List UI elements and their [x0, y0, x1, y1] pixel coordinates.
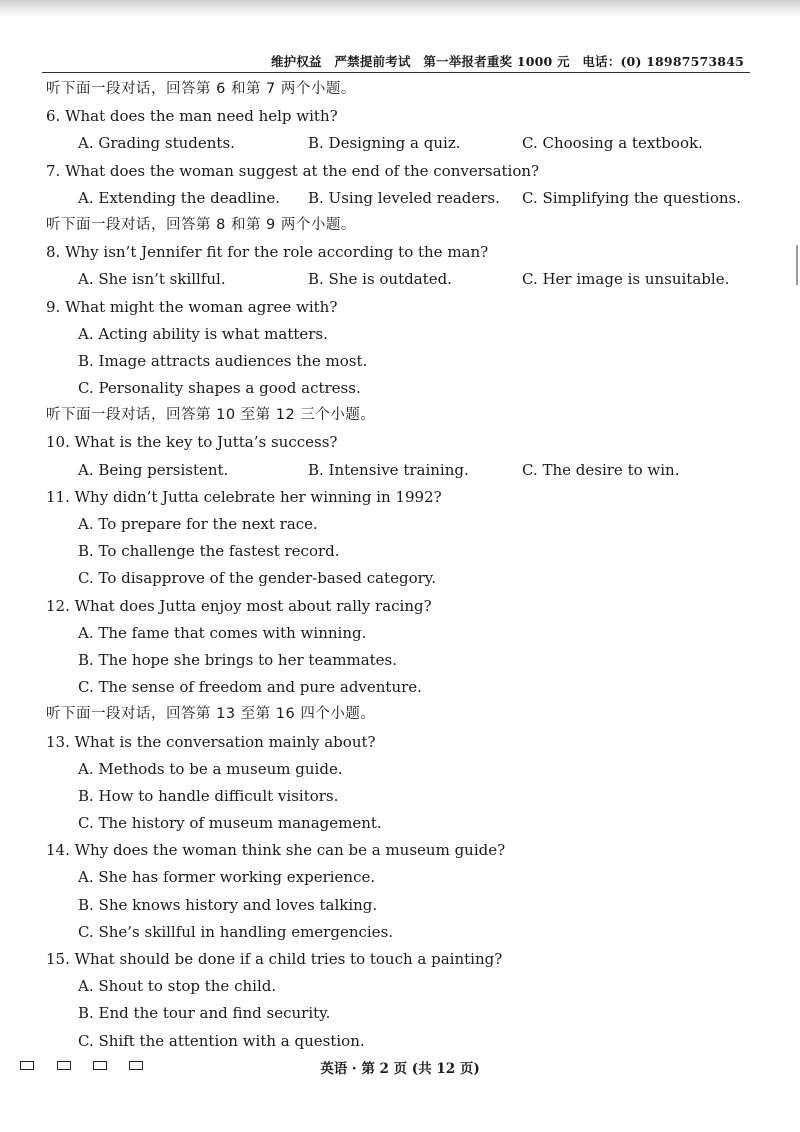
answer-option: A. She isn’t skillful. — [78, 270, 226, 289]
page-footer: 英语 · 第 2 页 (共 12 页) — [320, 1061, 480, 1077]
scan-mark — [796, 245, 798, 285]
answer-option: C. Choosing a textbook. — [522, 134, 703, 153]
option-row — [46, 457, 766, 484]
answer-option: A. The fame that comes with winning. — [78, 623, 367, 642]
header-rule — [42, 72, 750, 73]
answer-option: B. She is outdated. — [308, 270, 452, 289]
answer-option: B. Designing a quiz. — [308, 134, 461, 153]
answer-option: B. How to handle difficult visitors. — [78, 786, 339, 805]
answer-option: A. Acting ability is what matters. — [78, 324, 328, 343]
answer-option: A. She has former working experience. — [78, 868, 376, 887]
question-stem: 6. What does the man need help with? — [46, 107, 338, 126]
answer-option: A. Shout to stop the child. — [78, 977, 277, 996]
answer-option: B. To challenge the fastest record. — [78, 542, 340, 561]
question-stem: 13. What is the conversation mainly about? — [46, 732, 376, 751]
answer-option: B. She knows history and loves talking. — [78, 895, 378, 914]
question-stem: 8. Why isn’t Jennifer fit for the role according to the man? — [46, 243, 489, 262]
answer-option: C. The sense of freedom and pure adventure. — [78, 678, 422, 697]
page-header: 维护权益 严禁提前考试 第一举报者重奖 1000 元 电话：(0) 18987573845 — [270, 54, 744, 69]
section-instruction: 听下面一段对话，回答第 10 至第 12 三个小题。 — [46, 407, 376, 424]
section-instruction: 听下面一段对话，回答第 8 和第 9 两个小题。 — [46, 216, 356, 233]
option-row — [46, 185, 766, 212]
question-stem: 14. Why does the woman think she can be a museum guide? — [46, 841, 506, 860]
answer-option: C. Simplifying the questions. — [522, 188, 741, 207]
answer-option: A. Extending the deadline. — [78, 188, 281, 207]
answer-option: B. End the tour and find security. — [78, 1004, 331, 1023]
answer-option: C. Personality shapes a good actress. — [78, 379, 361, 398]
answer-option: C. She’s skillful in handling emergencies. — [78, 922, 394, 941]
answer-option: B. Intensive training. — [308, 460, 469, 479]
answer-option: C. The desire to win. — [522, 460, 680, 479]
answer-option: A. Grading students. — [78, 134, 235, 153]
section-instruction: 听下面一段对话，回答第 6 和第 7 两个小题。 — [46, 81, 356, 97]
answer-option: B. Using leveled readers. — [308, 188, 500, 207]
option-row — [46, 130, 766, 157]
question-stem: 7. What does the woman suggest at the end of the conversation? — [46, 161, 540, 180]
answer-option: A. To prepare for the next race. — [78, 515, 318, 533]
question-stem: 15. What should be done if a child tries to touch a painting? — [46, 950, 503, 968]
question-stem: 12. What does Jutta enjoy most about rally racing? — [46, 596, 432, 615]
answer-option: C. To disapprove of the gender-based category. — [78, 569, 437, 588]
scan-top-band — [0, 0, 800, 18]
answer-option: B. The hope she brings to her teammates. — [78, 650, 398, 669]
listening-questions — [46, 76, 766, 1055]
answer-option: C. Shift the attention with a question. — [78, 1031, 365, 1050]
answer-option: C. Her image is unsuitable. — [522, 270, 730, 289]
question-stem: 11. Why didn’t Jutta celebrate her winning in 1992? — [46, 487, 442, 506]
answer-option: A. Methods to be a museum guide. — [78, 759, 343, 778]
option-row — [46, 266, 766, 293]
section-instruction: 听下面一段对话，回答第 13 至第 16 四个小题。 — [46, 706, 376, 723]
question-stem: 10. What is the key to Jutta’s success? — [46, 433, 338, 452]
answer-option: A. Being persistent. — [78, 460, 229, 479]
question-stem: 9. What might the woman agree with? — [46, 297, 338, 316]
answer-option: B. Image attracts audiences the most. — [78, 351, 368, 370]
answer-option: C. The history of museum management. — [78, 814, 382, 833]
